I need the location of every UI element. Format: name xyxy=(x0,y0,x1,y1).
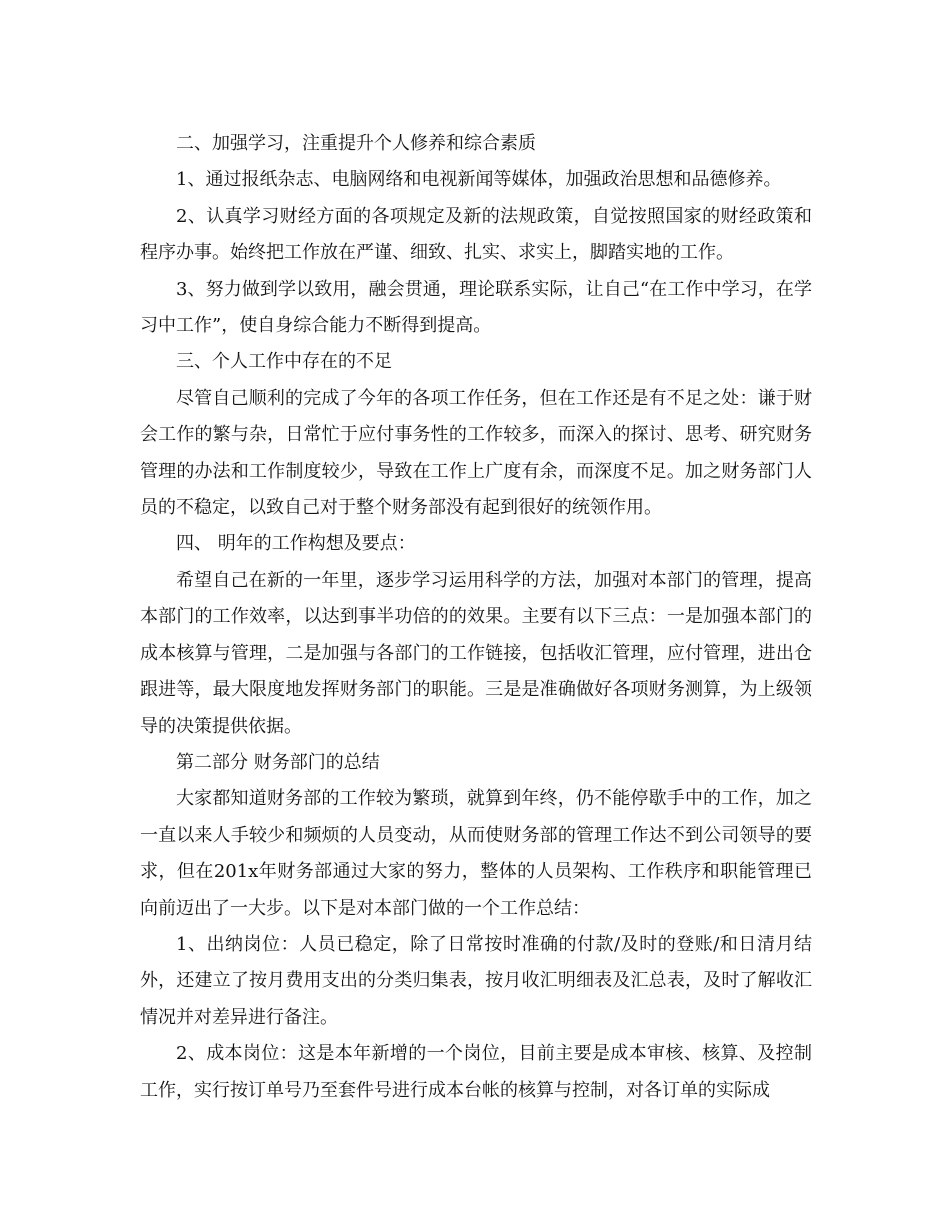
part-heading: 第二部分 财务部门的总结 xyxy=(176,751,380,773)
paragraph: 希望自己在新的一年里，逐步学习运用科学的方法，加强对本部门的管理，提高本部门的工作效率，以达到事半功倍的的效果。主要有以下三点：一是加强本部门的成本核算与管理，二是加强与各部门的工作链接，包括收汇管理，应付管理，进出仓跟进等，最大限度地发挥财务部门的职能。三是是准确做好各项财务测算，为上级领导的决策提供依据。 xyxy=(140,569,812,737)
section-heading-3: 三、个人工作中存在的不足 xyxy=(176,351,392,373)
section-heading-2: 二、加强学习，注重提升个人修养和综合素质 xyxy=(176,133,536,154)
section-heading-4: 四、 明年的工作构想及要点： xyxy=(176,533,416,555)
paragraph: 尽管自己顺利的完成了今年的各项工作任务，但在工作还是有不足之处：谦于财会工作的繁与杂，日常忙于应付事务性的工作较多，而深入的探讨、思考、研究财务管理的办法和工作制度较少，导致在工作上广度有余，而深度不足。加之财务部门人员的不稳定，以致自己对于整个财务部没有起到很好的统领作用。 xyxy=(140,387,812,519)
paragraph: 大家都知道财务部的工作较为繁琐，就算到年终，仍不能停歇手中的工作，加之一直以来人手较少和频烦的人员变动，从而使财务部的管理工作达不到公司领导的要求，但在201x年财务部通过大家的努力，整体的人员架构、工作秩序和职能管理已向前迈出了一大步。以下是对本部门做的一个工作总结： xyxy=(140,788,812,919)
document-body xyxy=(140,126,812,1109)
paragraph: 1、通过报纸杂志、电脑网络和电视新闻等媒体，加强政治思想和品德修养。 xyxy=(176,169,782,191)
paragraph: 2、认真学习财经方面的各项规定及新的法规政策，自觉按照国家的财经政策和程序办事。始终把工作放在严谨、细致、扎实、求实上，脚踏实地的工作。 xyxy=(140,205,812,264)
paragraph: 3、努力做到学以致用，融会贯通，理论联系实际，让自己“在工作中学习，在学习中工作”，使自身综合能力不断得到提高。 xyxy=(140,278,812,337)
paragraph: 2、成本岗位：这是本年新增的一个岗位，目前主要是成本审核、核算、及控制工作，实行按订单号乃至套件号进行成本台帐的核算与控制，对各订单的实际成 xyxy=(140,1043,812,1101)
paragraph: 1、出纳岗位：人员已稳定，除了日常按时准确的付款/及时的登账/和日清月结外，还建立了按月费用支出的分类归集表，按月收汇明细表及汇总表，及时了解收汇情况并对差异进行备注。 xyxy=(140,933,812,1028)
